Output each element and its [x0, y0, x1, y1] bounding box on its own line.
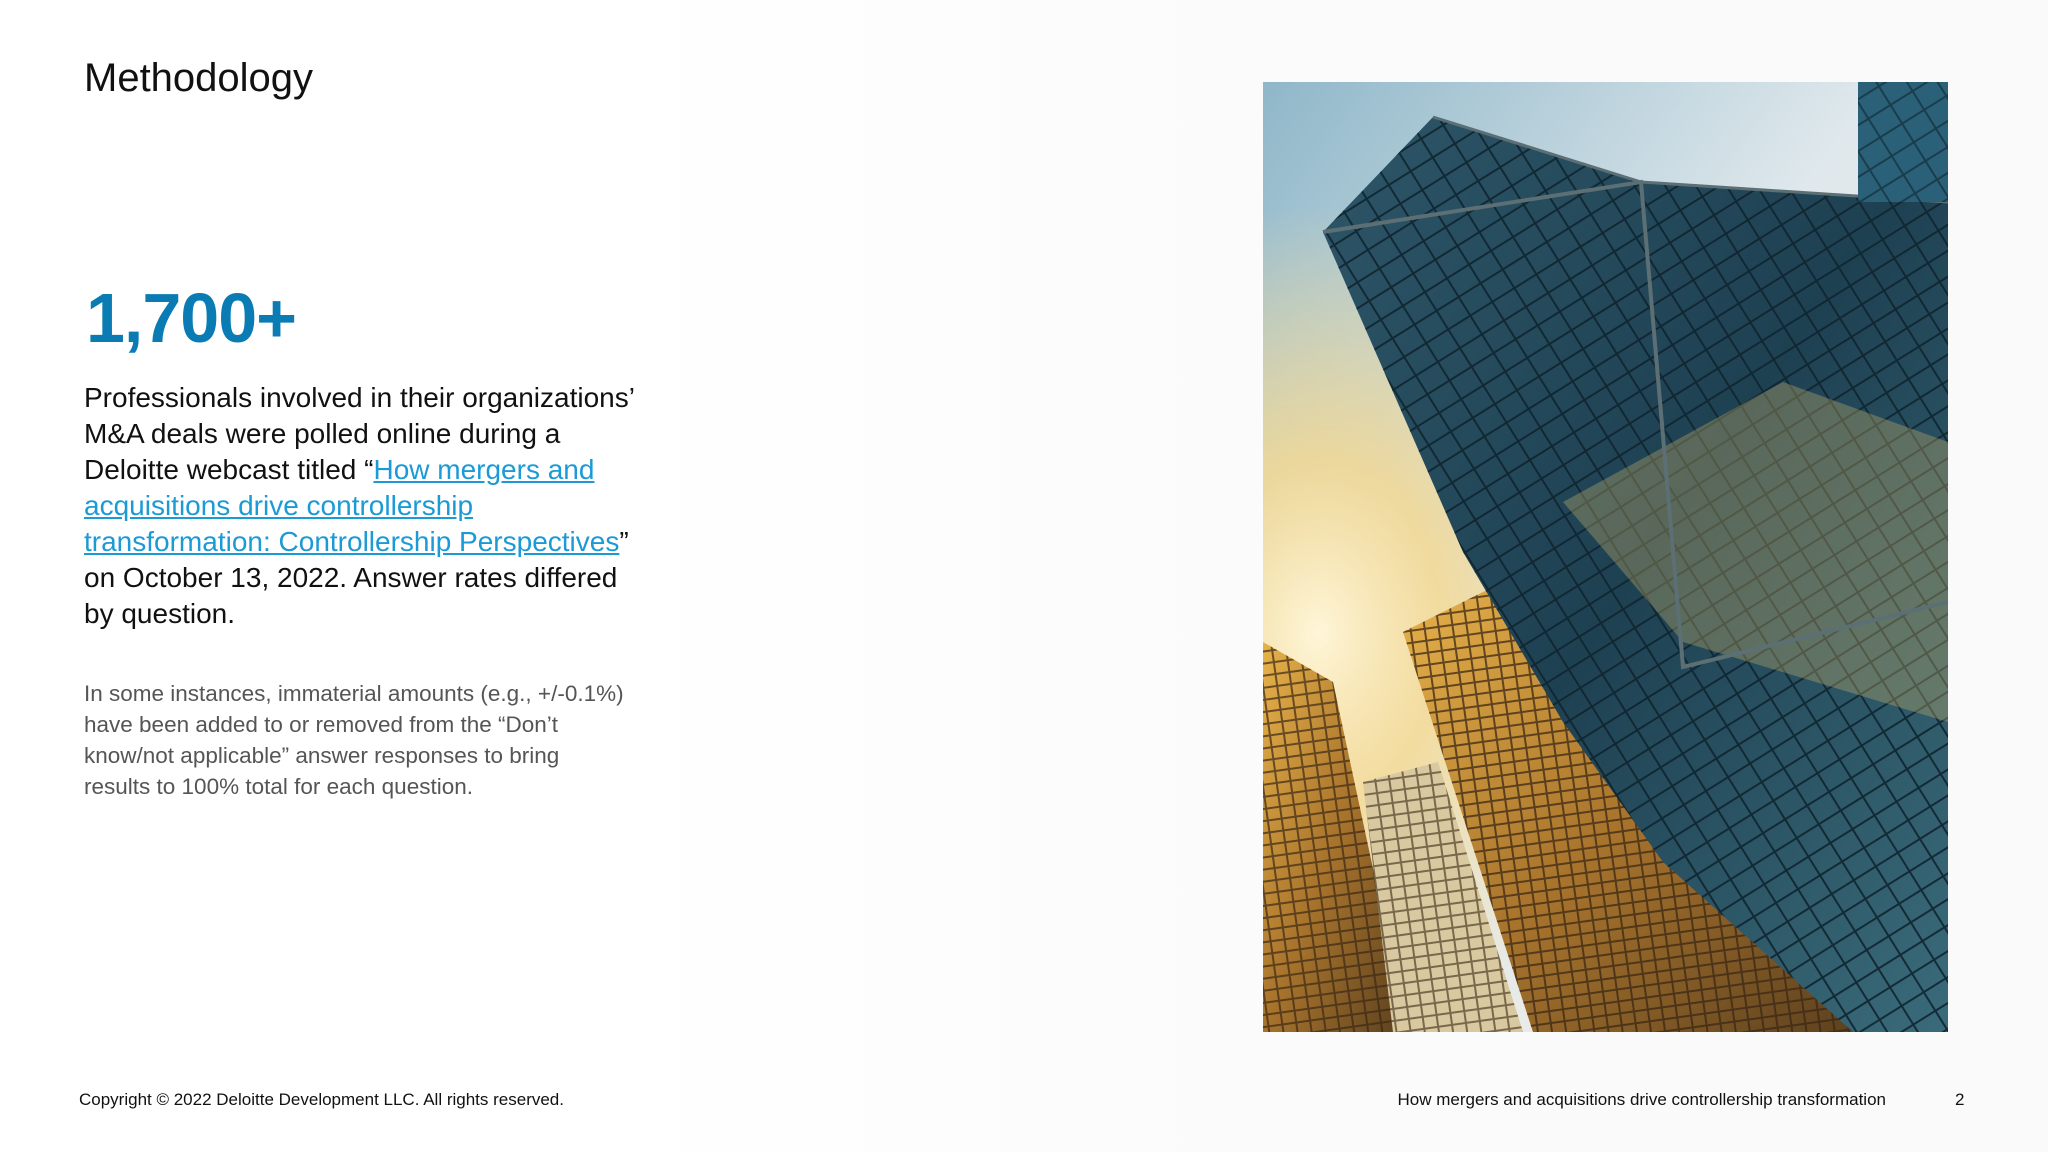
webcast-link[interactable]: How mergers and acquisitions drive controllership transformation: Controllership Perspectives	[84, 454, 620, 557]
rounding-note: In some instances, immaterial amounts (e.g., +/-0.1%) have been added to or removed from the “Don’t know/not applicable” answer responses to bring results to 100% total for each question.	[84, 681, 624, 799]
description-text-after: ” on October 13, 2022. Answer rates differed by question.	[84, 526, 629, 629]
footer-document-title: How mergers and acquisitions drive controllership transformation	[1397, 1090, 1886, 1109]
slide-title: Methodology	[84, 56, 314, 100]
methodology-description	[84, 380, 644, 632]
skyscrapers-photo	[1263, 82, 1948, 1032]
copyright-text: Copyright © 2022 Deloitte Development LLC. All rights reserved.	[79, 1090, 564, 1109]
page-number: 2	[1955, 1090, 1965, 1109]
headline-stat: 1,700+	[86, 279, 297, 357]
description-text-before: Professionals involved in their organizations’ M&A deals were polled online during a Deloitte webcast titled “	[84, 382, 634, 485]
